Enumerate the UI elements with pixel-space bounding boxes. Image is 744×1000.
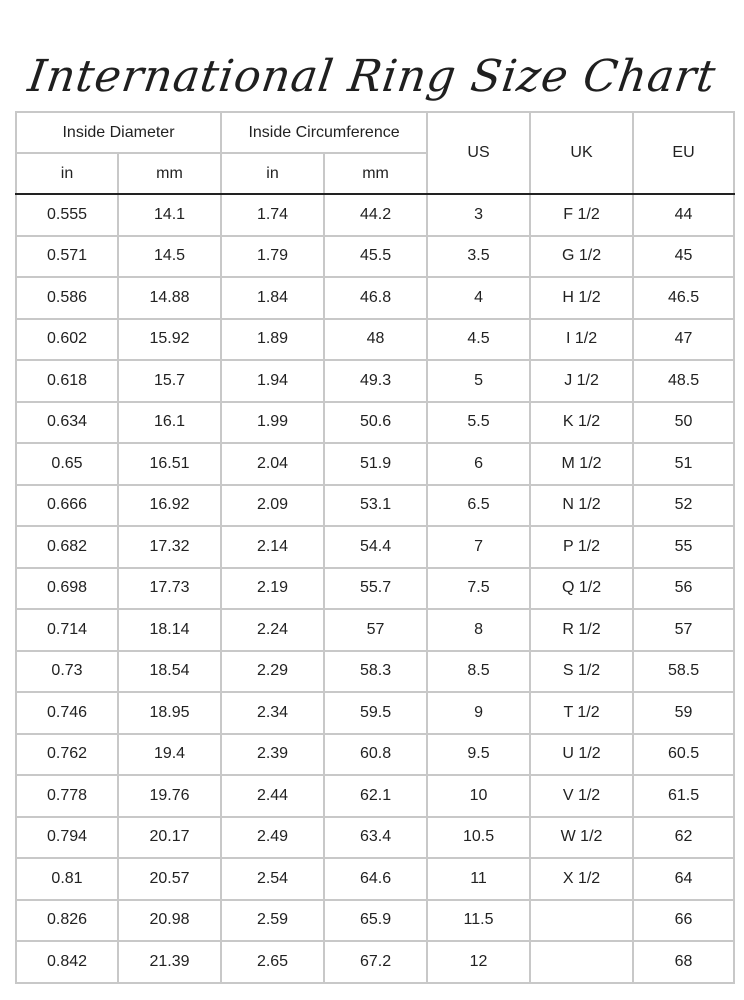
cell-uk-size: U 1/2	[530, 734, 633, 776]
cell-diameter-mm: 14.88	[118, 277, 221, 319]
cell-uk-size	[530, 941, 633, 983]
cell-diameter-mm: 18.14	[118, 609, 221, 651]
cell-us-size: 4.5	[427, 319, 530, 361]
cell-circumference-in: 1.84	[221, 277, 324, 319]
header-circumference-mm: mm	[324, 153, 427, 194]
cell-uk-size: S 1/2	[530, 651, 633, 693]
cell-eu-size: 51	[633, 443, 734, 485]
table-row	[16, 817, 734, 859]
cell-us-size: 3	[427, 194, 530, 236]
table-row	[16, 734, 734, 776]
cell-circumference-in: 1.99	[221, 402, 324, 444]
cell-circumference-in: 2.04	[221, 443, 324, 485]
cell-eu-size: 56	[633, 568, 734, 610]
cell-circumference-mm: 63.4	[324, 817, 427, 859]
cell-uk-size: V 1/2	[530, 775, 633, 817]
cell-diameter-in: 0.714	[16, 609, 118, 651]
table-row	[16, 236, 734, 278]
cell-circumference-in: 1.89	[221, 319, 324, 361]
group-header-row	[16, 112, 734, 153]
cell-circumference-mm: 54.4	[324, 526, 427, 568]
header-us: US	[427, 112, 530, 194]
table-body	[16, 194, 734, 983]
cell-circumference-in: 2.65	[221, 941, 324, 983]
cell-uk-size: N 1/2	[530, 485, 633, 527]
cell-diameter-mm: 15.92	[118, 319, 221, 361]
cell-us-size: 9.5	[427, 734, 530, 776]
cell-circumference-in: 2.34	[221, 692, 324, 734]
cell-diameter-in: 0.586	[16, 277, 118, 319]
table-row	[16, 775, 734, 817]
cell-circumference-mm: 51.9	[324, 443, 427, 485]
table-row	[16, 692, 734, 734]
cell-uk-size: G 1/2	[530, 236, 633, 278]
cell-circumference-mm: 53.1	[324, 485, 427, 527]
cell-us-size: 7.5	[427, 568, 530, 610]
cell-diameter-in: 0.826	[16, 900, 118, 942]
cell-circumference-mm: 44.2	[324, 194, 427, 236]
cell-us-size: 10	[427, 775, 530, 817]
cell-us-size: 12	[427, 941, 530, 983]
header-inside-circumference: Inside Circumference	[221, 112, 427, 153]
cell-eu-size: 58.5	[633, 651, 734, 693]
cell-uk-size: P 1/2	[530, 526, 633, 568]
cell-uk-size: W 1/2	[530, 817, 633, 859]
cell-circumference-in: 1.94	[221, 360, 324, 402]
cell-eu-size: 57	[633, 609, 734, 651]
cell-circumference-in: 2.39	[221, 734, 324, 776]
cell-us-size: 11.5	[427, 900, 530, 942]
table-row	[16, 941, 734, 983]
cell-uk-size: Q 1/2	[530, 568, 633, 610]
cell-uk-size: M 1/2	[530, 443, 633, 485]
cell-us-size: 7	[427, 526, 530, 568]
cell-us-size: 3.5	[427, 236, 530, 278]
cell-circumference-in: 2.09	[221, 485, 324, 527]
cell-diameter-in: 0.762	[16, 734, 118, 776]
cell-diameter-mm: 20.17	[118, 817, 221, 859]
cell-diameter-mm: 14.5	[118, 236, 221, 278]
cell-uk-size	[530, 900, 633, 942]
cell-diameter-mm: 19.4	[118, 734, 221, 776]
cell-diameter-mm: 17.73	[118, 568, 221, 610]
table-row	[16, 319, 734, 361]
cell-eu-size: 59	[633, 692, 734, 734]
header-uk: UK	[530, 112, 633, 194]
cell-us-size: 6.5	[427, 485, 530, 527]
cell-diameter-mm: 16.1	[118, 402, 221, 444]
cell-circumference-mm: 60.8	[324, 734, 427, 776]
cell-eu-size: 68	[633, 941, 734, 983]
cell-diameter-mm: 19.76	[118, 775, 221, 817]
header-diameter-in: in	[16, 153, 118, 194]
cell-eu-size: 46.5	[633, 277, 734, 319]
cell-uk-size: T 1/2	[530, 692, 633, 734]
cell-diameter-in: 0.666	[16, 485, 118, 527]
cell-diameter-in: 0.618	[16, 360, 118, 402]
cell-uk-size: F 1/2	[530, 194, 633, 236]
cell-circumference-in: 2.44	[221, 775, 324, 817]
cell-diameter-in: 0.698	[16, 568, 118, 610]
table-row	[16, 900, 734, 942]
header-eu: EU	[633, 112, 734, 194]
cell-diameter-in: 0.73	[16, 651, 118, 693]
cell-diameter-mm: 17.32	[118, 526, 221, 568]
cell-circumference-mm: 55.7	[324, 568, 427, 610]
cell-us-size: 4	[427, 277, 530, 319]
cell-eu-size: 60.5	[633, 734, 734, 776]
cell-diameter-mm: 21.39	[118, 941, 221, 983]
cell-uk-size: K 1/2	[530, 402, 633, 444]
cell-circumference-in: 2.19	[221, 568, 324, 610]
cell-circumference-mm: 45.5	[324, 236, 427, 278]
cell-circumference-mm: 62.1	[324, 775, 427, 817]
cell-us-size: 6	[427, 443, 530, 485]
cell-diameter-in: 0.794	[16, 817, 118, 859]
chart-title: International Ring Size Chart	[24, 51, 720, 103]
cell-diameter-mm: 15.7	[118, 360, 221, 402]
header-circumference-in: in	[221, 153, 324, 194]
cell-circumference-mm: 46.8	[324, 277, 427, 319]
cell-diameter-mm: 16.92	[118, 485, 221, 527]
table-row	[16, 443, 734, 485]
cell-diameter-mm: 20.98	[118, 900, 221, 942]
cell-us-size: 5	[427, 360, 530, 402]
cell-circumference-mm: 64.6	[324, 858, 427, 900]
cell-circumference-in: 2.24	[221, 609, 324, 651]
cell-eu-size: 47	[633, 319, 734, 361]
table-row	[16, 194, 734, 236]
cell-diameter-in: 0.555	[16, 194, 118, 236]
cell-circumference-mm: 65.9	[324, 900, 427, 942]
table-row	[16, 609, 734, 651]
cell-circumference-in: 1.74	[221, 194, 324, 236]
cell-us-size: 8.5	[427, 651, 530, 693]
header-inside-diameter: Inside Diameter	[16, 112, 221, 153]
cell-eu-size: 61.5	[633, 775, 734, 817]
cell-circumference-mm: 59.5	[324, 692, 427, 734]
cell-circumference-in: 2.59	[221, 900, 324, 942]
cell-uk-size: X 1/2	[530, 858, 633, 900]
cell-uk-size: I 1/2	[530, 319, 633, 361]
cell-eu-size: 64	[633, 858, 734, 900]
cell-us-size: 9	[427, 692, 530, 734]
ring-size-table	[15, 111, 735, 984]
cell-circumference-in: 1.79	[221, 236, 324, 278]
table-row	[16, 485, 734, 527]
header-diameter-mm: mm	[118, 153, 221, 194]
table-row	[16, 858, 734, 900]
cell-diameter-mm: 18.95	[118, 692, 221, 734]
cell-circumference-mm: 67.2	[324, 941, 427, 983]
cell-diameter-mm: 18.54	[118, 651, 221, 693]
cell-diameter-in: 0.602	[16, 319, 118, 361]
cell-circumference-mm: 58.3	[324, 651, 427, 693]
cell-diameter-mm: 16.51	[118, 443, 221, 485]
table-row	[16, 360, 734, 402]
cell-diameter-in: 0.778	[16, 775, 118, 817]
cell-eu-size: 44	[633, 194, 734, 236]
cell-us-size: 11	[427, 858, 530, 900]
cell-us-size: 10.5	[427, 817, 530, 859]
cell-eu-size: 45	[633, 236, 734, 278]
cell-uk-size: J 1/2	[530, 360, 633, 402]
cell-diameter-in: 0.842	[16, 941, 118, 983]
cell-diameter-in: 0.571	[16, 236, 118, 278]
cell-us-size: 5.5	[427, 402, 530, 444]
cell-eu-size: 52	[633, 485, 734, 527]
cell-eu-size: 62	[633, 817, 734, 859]
cell-diameter-in: 0.65	[16, 443, 118, 485]
table-row	[16, 568, 734, 610]
cell-diameter-in: 0.81	[16, 858, 118, 900]
cell-eu-size: 48.5	[633, 360, 734, 402]
cell-us-size: 8	[427, 609, 530, 651]
cell-uk-size: R 1/2	[530, 609, 633, 651]
table-row	[16, 651, 734, 693]
cell-circumference-mm: 48	[324, 319, 427, 361]
table-row	[16, 277, 734, 319]
cell-eu-size: 66	[633, 900, 734, 942]
cell-circumference-in: 2.49	[221, 817, 324, 859]
cell-diameter-in: 0.746	[16, 692, 118, 734]
cell-circumference-mm: 57	[324, 609, 427, 651]
cell-circumference-in: 2.14	[221, 526, 324, 568]
cell-circumference-in: 2.29	[221, 651, 324, 693]
cell-diameter-in: 0.634	[16, 402, 118, 444]
cell-circumference-mm: 50.6	[324, 402, 427, 444]
table-row	[16, 402, 734, 444]
cell-diameter-in: 0.682	[16, 526, 118, 568]
cell-diameter-mm: 14.1	[118, 194, 221, 236]
table-row	[16, 526, 734, 568]
cell-diameter-mm: 20.57	[118, 858, 221, 900]
cell-circumference-in: 2.54	[221, 858, 324, 900]
cell-eu-size: 55	[633, 526, 734, 568]
cell-uk-size: H 1/2	[530, 277, 633, 319]
cell-circumference-mm: 49.3	[324, 360, 427, 402]
cell-eu-size: 50	[633, 402, 734, 444]
